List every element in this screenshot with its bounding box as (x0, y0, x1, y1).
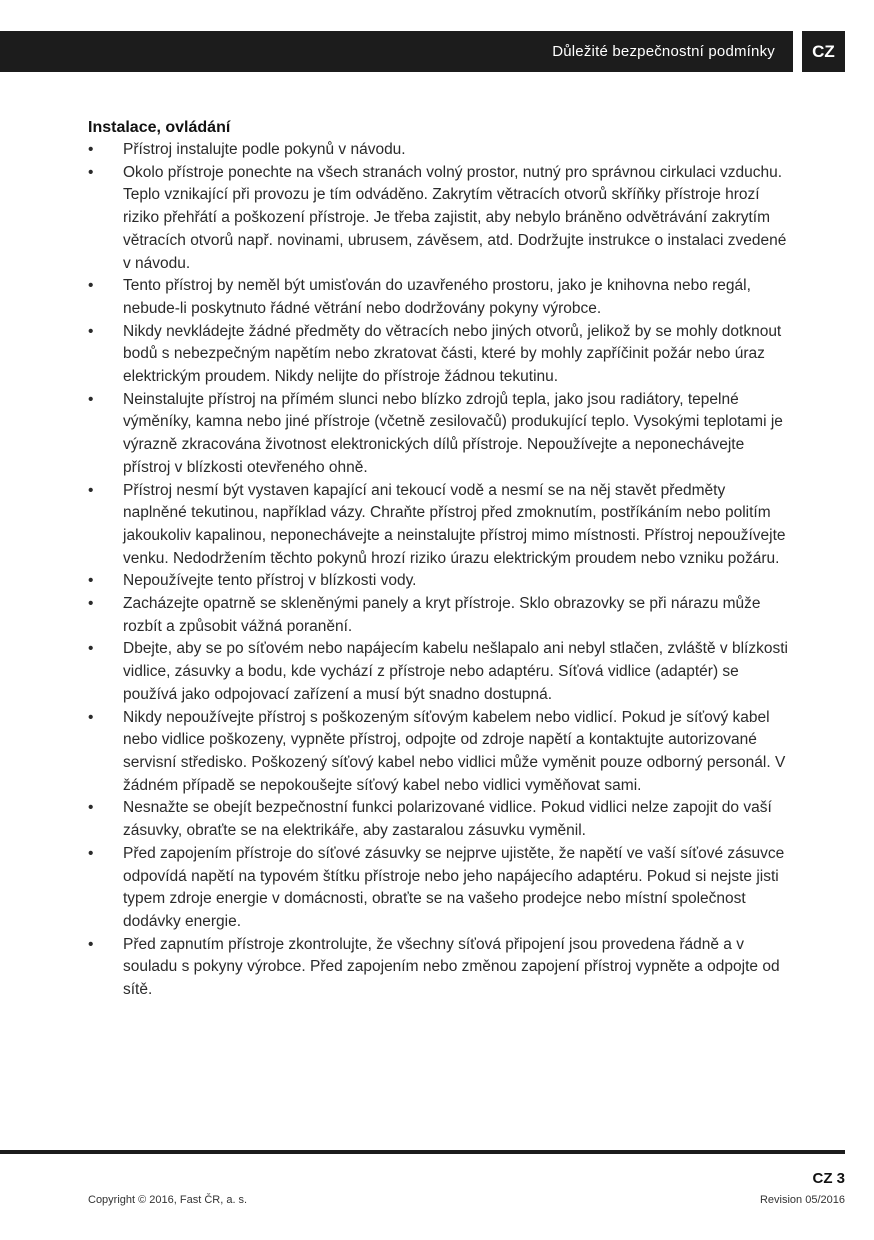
bullet-icon: • (88, 595, 94, 613)
list-item-text: Tento přístroj by neměl být umisťován do uzavřeného prostoru, jako je knihovna nebo regál, nebude-li poskytnuto řádné větrání nebo dodržovány pokyny výrobce. (123, 277, 751, 317)
list-item (88, 275, 788, 320)
page-content (88, 117, 788, 1002)
bullet-icon: • (88, 481, 94, 499)
list-item-text: Dbejte, aby se po síťovém nebo napájecím kabelu nešlapalo ani nebyl stlačen, zvláště v blízkosti vidlice, zásuvky a bodu, kde vychází z přístroje nebo adaptéru. Síťová vidlice (adaptér) se používá jako odpojovací zařízení a musí být snadno dostupná. (123, 640, 788, 703)
bullet-icon: • (88, 572, 94, 590)
list-item (88, 797, 788, 842)
list-item-text: Před zapnutím přístroje zkontrolujte, že všechny síťová připojení jsou provedena řádně a v souladu s pokyny výrobce. Před zapojením nebo změnou zapojení přístroj vypněte a odpojte od sítě. (123, 935, 780, 999)
revision-label: Revision 05/2016 (759, 1194, 845, 1206)
list-item (88, 321, 788, 389)
bullet-icon: • (88, 390, 94, 408)
section-heading: Instalace, ovládání (88, 119, 231, 136)
list-item (88, 139, 788, 162)
list-item (88, 843, 788, 934)
list-item (88, 480, 788, 571)
bullet-icon: • (88, 322, 94, 340)
bullet-icon: • (88, 844, 94, 862)
footer-divider (0, 1150, 845, 1154)
bullet-icon: • (88, 935, 94, 953)
list-item (88, 638, 788, 706)
list-item (88, 570, 788, 593)
header-title: Důležité bezpečnostní podmínky (552, 43, 775, 60)
list-item-text: Okolo přístroje ponechte na všech stranách volný prostor, nutný pro správnou cirkulaci vzduchu. Teplo vznikající při provozu je tím odváděno. Zakrytím větracích otvorů skříňky přístroje hrozí riziko přehřátí a poškození přístroje. Je třeba zajistit, aby nebylo bráněno odvětrávání zakrytím větracích otvorů např. novinami, ubrusem, závěsem, atd. Dodržujte instrukce o instalaci zvedené v návodu. (123, 163, 787, 272)
list-item (88, 162, 788, 276)
list-item-text: Zacházejte opatrně se skleněnými panely a kryt přístroje. Sklo obrazovky se při nárazu může rozbít a způsobit vážná poranění. (123, 595, 761, 635)
list-item-text: Nepoužívejte tento přístroj v blízkosti vody. (123, 572, 417, 590)
bullet-icon: • (88, 708, 94, 726)
bullet-icon: • (88, 141, 94, 158)
list-item-text: Nesnažte se obejít bezpečnostní funkci polarizované vidlice. Pokud vidlici nelze zapojit do vaší zásuvky, obraťte se na elektrikáře, aby zastaralou zásuvku vyměnil. (123, 799, 772, 840)
page-number: CZ 3 (812, 1170, 845, 1187)
list-item-text: Neinstalujte přístroj na přímém slunci nebo blízko zdrojů tepla, jako jsou radiátory, tepelné výměníky, kamna nebo jiné přístroje (včetně zesilovačů) produkující teplo. Vysokými teplotami je výrazně zkracována životnost elektronických dílů přístroje. Nepoužívejte a neponechávejte přístroj v blízkosti otevřeného ohně. (123, 390, 783, 476)
list-item-text: Před zapojením přístroje do síťové zásuvky se nejprve ujistěte, že napětí ve vaší síťové zásuvce odpovídá napětí na typovém štítku přístroje nebo jeho napájecího adaptéru. Pokud si nejste jisti typem zdroje energie v domácnosti, obraťte se na vašeho prodejce nebo místní společnost dodávky energie. (123, 844, 785, 930)
language-badge: CZ (802, 31, 845, 72)
bullet-icon: • (88, 640, 94, 658)
list-item (88, 934, 788, 1002)
bullet-icon: • (88, 163, 94, 181)
copyright-notice: Copyright © 2016, Fast ČR, a. s. (88, 1194, 248, 1206)
list-item-text: Přístroj instalujte podle pokynů v návodu. (123, 141, 406, 158)
list-item-text: Nikdy nepoužívejte přístroj s poškozeným síťovým kabelem nebo vidlicí. Pokud je síťový kabel nebo vidlice poškozeny, vypněte přístroj, odpojte od zdroje napětí a kontaktujte autorizované servisní středisko. Poškozený síťový kabel nebo vidlici může vyměnit pouze odborný personál. V žádném případě se nepokoušejte síťový kabel nebo vidlici vyměňovat sami. (123, 708, 786, 794)
list-item-text: Nikdy nevkládejte žádné předměty do větracích nebo jiných otvorů, jelikož by se mohly dotknout bodů s nebezpečným napětím nebo zkratovat části, které by mohly zapříčinit požár nebo úraz elektrickým proudem. Nikdy nelijte do přístroje žádnou tekutinu. (123, 322, 782, 386)
header-bar (0, 31, 793, 72)
list-item-text: Přístroj nesmí být vystaven kapající ani tekoucí vodě a nesmí se na něj stavět předměty naplněné tekutinou, například vázy. Chraňte přístroj před zmoknutím, postříkáním nebo politím jakoukoliv kapalinou, neponechávejte a neinstalujte přístroj mimo místnosti. Přístroj nepoužívejte venku. Nedodržením těchto pokynů hrozí riziko úrazu elektrickým proudem nebo vzniku požáru. (123, 481, 786, 567)
bullet-icon: • (88, 277, 94, 295)
list-item (88, 593, 788, 638)
bullet-list (88, 139, 788, 1002)
bullet-icon: • (88, 799, 94, 817)
list-item (88, 389, 788, 480)
list-item (88, 707, 788, 798)
